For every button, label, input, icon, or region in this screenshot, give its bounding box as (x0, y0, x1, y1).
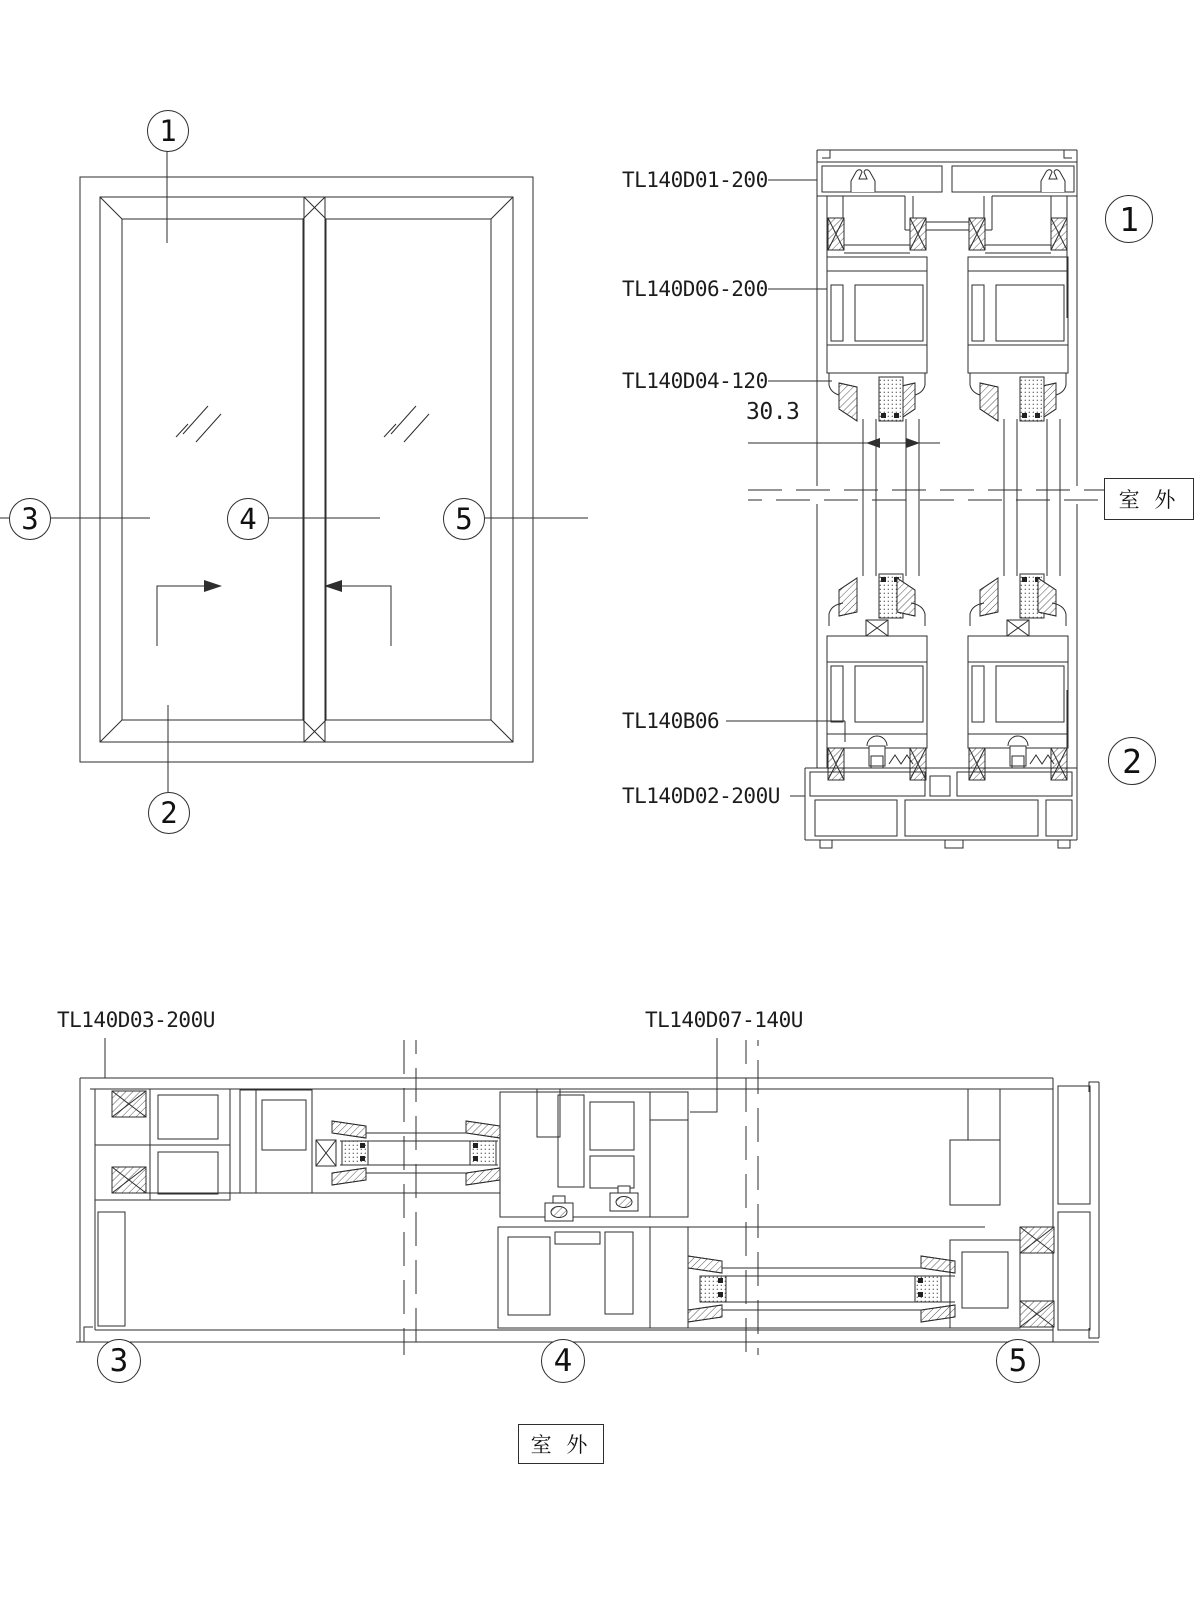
label-track-insert: TL140B06 (622, 709, 720, 733)
section-marker-4: 4 (541, 1339, 585, 1383)
label-sash-profile: TL140D06-200 (622, 277, 768, 301)
sash2-section (498, 1227, 1054, 1328)
label-jamb-frame: TL140D03-200U (57, 1008, 215, 1032)
label-sill-frame: TL140D02-200U (622, 784, 780, 808)
dimension-30-3 (748, 438, 940, 448)
label-interlock-profile: TL140D07-140U (645, 1008, 803, 1032)
section-marker-5: 5 (996, 1339, 1040, 1383)
section-marker-1: 1 (1105, 195, 1153, 243)
break-lines (748, 490, 1104, 500)
elevation-marker-1: 1 (147, 110, 189, 152)
horizontal-section-view (76, 1038, 1099, 1355)
elevation-marker-5: 5 (443, 498, 485, 540)
vertical-section-view (726, 150, 1104, 848)
section-marker-2: 2 (1108, 737, 1156, 785)
slide-direction-arrows (157, 580, 391, 646)
section-cut-lines (0, 150, 588, 792)
elevation-view (0, 150, 588, 792)
leader-lines-bottom (105, 1038, 717, 1112)
elevation-marker-4: 4 (227, 498, 269, 540)
label-glazing-bead: TL140D04-120 (622, 369, 768, 393)
label-head-frame: TL140D01-200 (622, 168, 768, 192)
outside-label-box-vertical: 室 外 (1104, 478, 1194, 520)
elevation-marker-3: 3 (9, 498, 51, 540)
sash1-section (128, 1090, 688, 1217)
outside-label-box-horizontal: 室 外 (518, 1424, 604, 1464)
sill-frame (805, 756, 1077, 848)
section-marker-3: 3 (97, 1339, 141, 1383)
elevation-marker-2: 2 (148, 792, 190, 834)
dimension-text: 30.3 (746, 399, 800, 425)
jamb-frame (95, 1089, 230, 1326)
